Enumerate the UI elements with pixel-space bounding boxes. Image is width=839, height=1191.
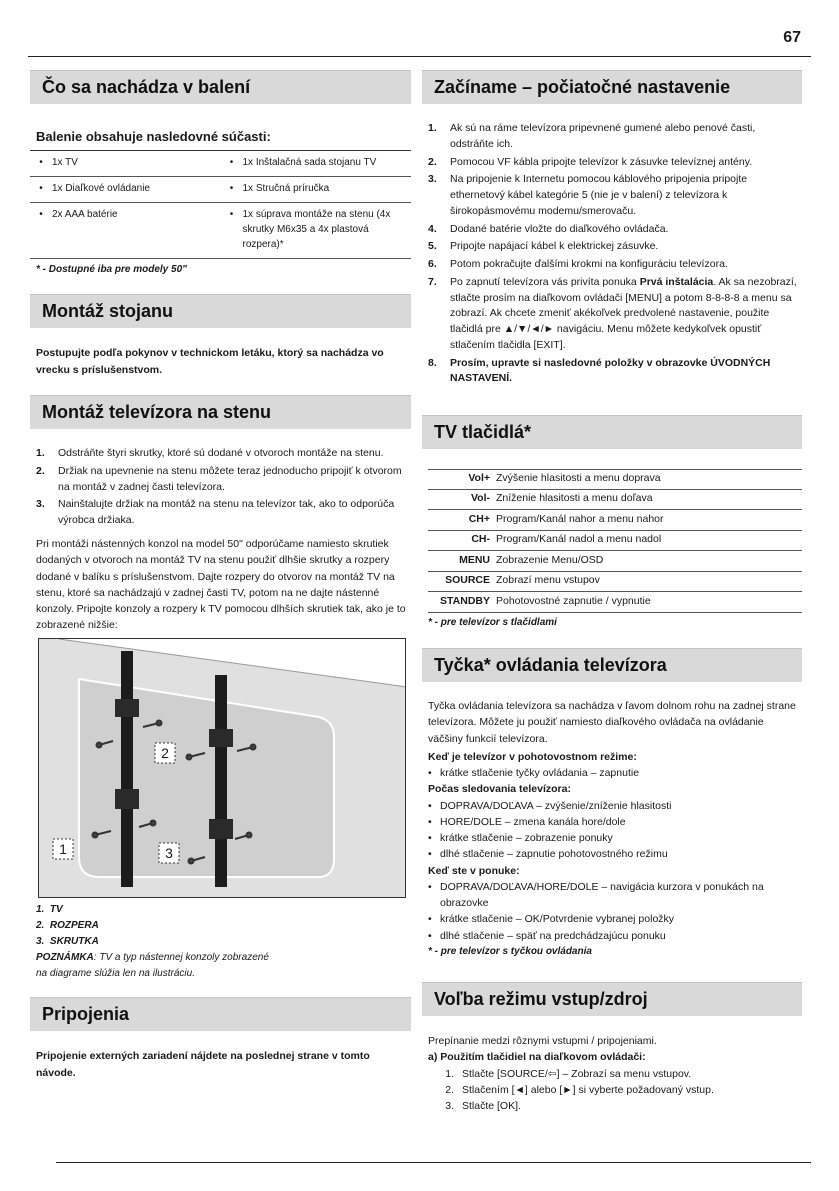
menu-title: Keď ste v ponuke: — [428, 864, 520, 877]
list-item: • DOPRAVA/DOĽAVA – zvýšenie/zníženie hlasitosti — [428, 799, 672, 812]
joystick-footnote: * - pre televízor s tyčkou ovládania — [428, 945, 592, 957]
buttons-table — [428, 469, 802, 613]
package-item: 1x TV — [52, 157, 78, 168]
list-item: • krátke stlačenie – OK/Potvrdenie vybranej položky — [428, 913, 675, 926]
list-item: 3. Stlačte [OK]. — [445, 1100, 521, 1113]
note-text-2: na diagrame slúžia len na ilustráciu. — [36, 968, 195, 979]
package-row: • 1x TV • 1x Inštalačná sada stojanu TV — [30, 151, 411, 177]
joystick-heading: Tyčka* ovládania televízora — [434, 655, 667, 675]
list-item: 1. Odstráňte štyri skrutky, ktoré sú dodané v otvoroch montáže na stenu. — [36, 447, 384, 459]
wall-heading: Montáž televízora na stenu — [42, 402, 272, 422]
top-divider — [28, 56, 811, 57]
list-item: • krátke stlačenie tyčky ovládania – zapnutie — [428, 767, 640, 780]
list-item: 6. Potom pokračujte ďalšími krokmi na konfiguráciu televízora. — [428, 258, 728, 270]
table-row: Vol- Zníženie hlasitosti a menu doľava — [428, 490, 802, 511]
package-heading: Čo sa nachádza v balení — [42, 77, 251, 97]
list-item: • dlhé stlačenie – zapnutie pohotovostného režimu — [428, 848, 668, 861]
input-section — [428, 1033, 800, 1114]
illustration-note — [36, 950, 417, 982]
input-heading-bar — [422, 982, 802, 1016]
list-item: 7. Po zapnutí televízora vás privíta ponuka Prvá inštalácia. Ak sa nezobrazí, stlačte prosím na diaľkovom ovládači [MENU] a potom 8-8-8-8 a menu sa zobrazí. Ak chcete zmeniť akékoľvek predvolené nastavenie, použite tlačidlá pre ▲/▼/◄/► navigáciu. Menu môžete kedykoľvek opustiť stlačením tlačidla [EXIT]. — [428, 275, 797, 351]
table-row: STANDBY Pohotovostné zapnutie / vypnutie — [428, 592, 802, 613]
list-item: • HORE/DOLE – zmena kanála hore/dole — [428, 815, 626, 828]
table-row: SOURCE Zobrazí menu vstupov — [428, 572, 802, 593]
package-item: 1x súprava montáže na stenu (4x skrutky M6x35 a 4x plastová rozpera)* — [242, 209, 391, 250]
package-item: 2x AAA batérie — [52, 209, 118, 220]
package-heading-bar — [30, 70, 411, 104]
list-item: • DOPRAVA/DOĽAVA/HORE/DOLE – navigácia kurzora v ponukách na obrazovke — [428, 880, 764, 910]
list-item: 3. Na pripojenie k Internetu pomocou káblového pripojenia pripojte ethernetový kábel kategórie 5 (nie je v balení) z televízora k širokopásmovému modemu/smerovaču. — [428, 173, 748, 217]
wall-mount-illustration — [38, 638, 406, 898]
joystick-intro: Tyčka ovládania televízora sa nachádza v ľavom dolnom rohu na zadnej strane televízora. Môžete ju použiť namiesto diaľkového ovládača na ovládanie väčšiny funkcií televízora. — [428, 700, 796, 745]
package-subtitle: Balenie obsahuje nasledovné súčasti: — [36, 129, 271, 144]
bottom-divider — [56, 1162, 811, 1163]
list-item: 3. Nainštalujte držiak na montáž na stenu na televízor tak, ako to odporúča výrobca držiaka. — [36, 498, 395, 526]
watch-title: Počas sledovania televízora: — [428, 783, 571, 796]
input-intro: Prepínanie medzi rôznymi vstupmi / pripojeniami. — [428, 1035, 657, 1047]
joystick-heading-bar — [422, 648, 802, 682]
connections-text: Pripojenie externých zariadení nájdete na poslednej strane v tomto návode. — [36, 1050, 370, 1079]
list-item: 2. Pomocou VF kábla pripojte televízor k zásuvke televíznej antény. — [428, 155, 753, 168]
package-item: 1x Inštalačná sada stojanu TV — [242, 157, 377, 168]
input-subtitle: a) Použitím tlačidiel na diaľkovom ovládači: — [428, 1051, 646, 1064]
package-footnote: * - Dostupné iba pre modely 50" — [36, 264, 187, 275]
callout-1: 1 — [59, 841, 67, 857]
stand-heading-bar — [30, 294, 411, 328]
list-item: 4. Dodané batérie vložte do diaľkového ovládača. — [428, 222, 669, 235]
joystick-section — [428, 698, 800, 959]
legend-item: 3. SKRUTKA — [36, 936, 99, 947]
standby-title: Keď je televízor v pohotovostnom režime: — [428, 750, 637, 763]
table-row: Vol+ Zvýšenie hlasitosti a menu doprava — [428, 469, 802, 490]
stand-text: Postupujte podľa pokynov v technickom letáku, ktorý sa nachádza vo vrecku s príslušenstvom. — [36, 347, 384, 376]
legend-item: 2. ROZPERA — [36, 920, 99, 931]
list-item: 5. Pripojte napájací kábel k elektrickej zásuvke. — [428, 240, 659, 253]
table-row: MENU Zobrazenie Menu/OSD — [428, 551, 802, 572]
callout-2: 2 — [161, 745, 169, 761]
wall-heading-bar — [30, 395, 411, 429]
setup-heading: Začíname – počiatočné nastavenie — [434, 77, 731, 97]
package-row: • 1x Diaľkové ovládanie • 1x Stručná príručka — [30, 177, 411, 203]
list-item: • krátke stlačenie – zobrazenie ponuky — [428, 832, 613, 845]
note-label: POZNÁMKA — [36, 952, 94, 963]
stand-heading: Montáž stojanu — [42, 301, 173, 321]
package-item: 1x Stručná príručka — [242, 183, 330, 194]
input-heading: Voľba režimu vstup/zdroj — [434, 989, 648, 1009]
connections-heading-bar — [30, 997, 411, 1031]
list-item: 8. Prosím, upravte si nasledovné položky v obrazovke ÚVODNÝCH NASTAVENÍ. — [428, 356, 771, 385]
buttons-heading-bar — [422, 415, 802, 449]
list-item: • dlhé stlačenie – späť na predchádzajúcu ponuku — [428, 929, 666, 942]
illustration-legend — [36, 902, 417, 950]
package-table — [30, 150, 411, 259]
package-item: 1x Diaľkové ovládanie — [52, 183, 150, 194]
legend-item: 1. TV — [36, 904, 63, 915]
note-text: : TV a typ nástennej konzoly zobrazené — [93, 952, 269, 963]
table-row: CH- Program/Kanál nadol a menu nadol — [428, 531, 802, 552]
table-row: CH+ Program/Kanál nahor a menu nahor — [428, 510, 802, 531]
list-item: 2. Stlačením [◄] alebo [►] si vyberte požadovaný vstup. — [445, 1083, 714, 1096]
wall-steps — [36, 446, 410, 531]
setup-steps — [428, 121, 800, 389]
setup-heading-bar — [422, 70, 802, 104]
wall-mount-diagram — [39, 639, 406, 898]
package-row: • 2x AAA batérie • 1x súprava montáže na stenu (4x skrutky M6x35 a 4x plastová rozpera)* — [30, 203, 411, 259]
wall-paragraph: Pri montáži nástenných konzol na model 50" odporúčame namiesto skrutiek dodaných v otvoroch na montáž TV na stenu použiť dlhšie skrutky a rozpery dodané v balíku s príslušenstvom. Dajte rozpery do otvorov na montáž TV na stenu, ktoré sa nachádzajú v zadnej časti TV, potom na ne dajte nástenné konzoly. Pripojte konzoly a rozpery k TV pomocou dlhších skrutiek tak, ako je to zobrazené nižšie: — [36, 538, 406, 632]
buttons-heading: TV tlačidlá* — [434, 422, 532, 442]
list-item: 1. Ak sú na ráme televízora pripevnené gumené alebo penové časti, odstráňte ich. — [428, 122, 756, 150]
list-item: 2. Držiak na upevnenie na stenu môžete teraz jednoducho pripojiť k otvorom na montáž v zadnej časti televízora. — [36, 464, 402, 493]
callout-3: 3 — [165, 845, 173, 861]
buttons-footnote: * - pre televízor s tlačidlami — [428, 617, 557, 628]
page-number: 67 — [783, 29, 801, 46]
list-item: 1. Stlačte [SOURCE/⇦] – Zobrazí sa menu vstupov. — [445, 1067, 692, 1080]
connections-heading: Pripojenia — [42, 1004, 130, 1024]
